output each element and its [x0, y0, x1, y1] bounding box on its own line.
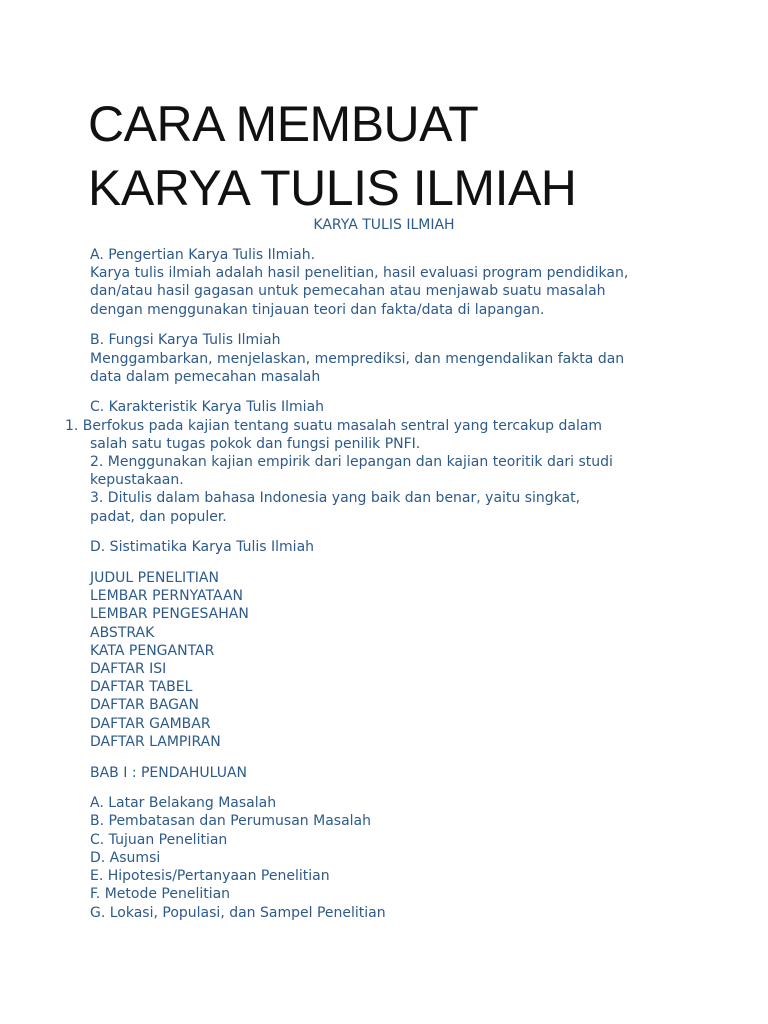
document-title: [88, 92, 576, 220]
title-line-1: CARA MEMBUAT: [88, 96, 479, 152]
title-line-2: KARYA TULIS ILMIAH: [88, 160, 577, 216]
section-a-text-2: dan/atau hasil gagasan untuk pemecahan atau menjawab suatu masalah: [90, 283, 606, 300]
section-d-item: DAFTAR LAMPIRAN: [90, 733, 221, 750]
bab1-heading: BAB I : PENDAHULUAN: [90, 764, 248, 781]
bab1-item: D. Asumsi: [90, 849, 161, 866]
section-a-text-1: Karya tulis ilmiah adalah hasil penelitian, hasil evaluasi program pendidikan,: [90, 265, 629, 282]
section-d-item: DAFTAR BAGAN: [90, 697, 199, 714]
bab1-item: F. Metode Penelitian: [90, 886, 231, 903]
section-d-item: KATA PENGANTAR: [90, 642, 215, 659]
bab1-item: G. Lokasi, Populasi, dan Sampel Penelitian: [90, 904, 386, 921]
section-d-item: JUDUL PENELITIAN: [90, 570, 219, 587]
section-d-item: DAFTAR ISI: [90, 661, 167, 678]
section-b-text-2: data dalam pemecahan masalah: [90, 368, 321, 385]
section-d-item: DAFTAR TABEL: [90, 679, 193, 696]
bab1-item: A. Latar Belakang Masalah: [90, 795, 277, 812]
section-d-item: LEMBAR PENGESAHAN: [90, 606, 249, 623]
section-c-item-1-cont: salah satu tugas pokok dan fungsi penilik PNFI.: [90, 435, 421, 452]
section-c-item-3: 3. Ditulis dalam bahasa Indonesia yang baik dan benar, yaitu singkat,: [90, 490, 581, 507]
section-a-text-3: dengan menggunakan tinjauan teori dan fakta/data di lapangan.: [90, 301, 545, 318]
bab1-item: C. Tujuan Penelitian: [90, 831, 228, 848]
section-d-item: ABSTRAK: [90, 624, 155, 641]
section-d-heading: D. Sistimatika Karya Tulis Ilmiah: [90, 539, 315, 556]
bab1-item: B. Pembatasan dan Perumusan Masalah: [90, 813, 371, 830]
document-subtitle: KARYA TULIS ILMIAH: [313, 217, 455, 233]
section-c-heading: C. Karakteristik Karya Tulis Ilmiah: [90, 399, 325, 416]
section-c-item-1: 1. Berfokus pada kajian tentang suatu masalah sentral yang tercakup dalam: [65, 417, 603, 434]
section-d-item: LEMBAR PERNYATAAN: [90, 588, 244, 605]
section-d-item: DAFTAR GAMBAR: [90, 715, 211, 732]
section-c-item-2-cont: kepustakaan.: [90, 472, 184, 489]
section-b-text-1: Menggambarkan, menjelaskan, memprediksi, dan mengendalikan fakta dan: [90, 350, 625, 367]
document-body: [65, 246, 690, 922]
section-a-heading: A. Pengertian Karya Tulis Ilmiah.: [90, 247, 316, 263]
section-b-heading: B. Fungsi Karya Tulis Ilmiah: [90, 332, 281, 349]
bab1-item: E. Hipotesis/Pertanyaan Penelitian: [90, 868, 330, 885]
section-c-item-2: 2. Menggunakan kajian empirik dari lepangan dan kajian teoritik dari studi: [90, 454, 613, 471]
section-c-item-3-cont: padat, dan populer.: [90, 508, 227, 525]
